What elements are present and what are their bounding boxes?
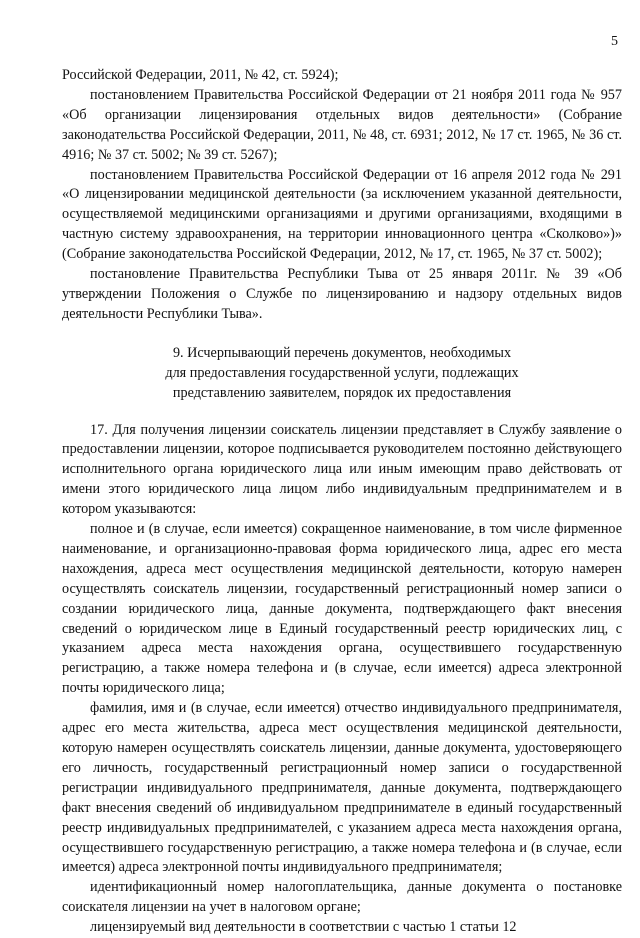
section-heading <box>62 344 622 404</box>
paragraph-decree-291: постановлением Правительства Российской Федерации от 16 апреля 2012 года № 291 «О лицензировании медицинской деятельности (за исключением указанной деятельности, осуществляемой медицинскими организациями и другими организациями, входящими в частную систему здравоохранения, на территории инновационного центра «Сколково»)» (Собрание законодательства Российской Федерации, 2012, № 17, ст. 1965, № 37 ст. 5002); <box>62 166 622 263</box>
paragraph-legal-entity: полное и (в случае, если имеется) сокращенное наименование, в том числе фирменное наименование, и организационно-правовая форма юридического лица, адрес его места нахождения, адреса мест осуществления медицинской деятельности, которую намерен осуществлять соискатель лицензии, государственный регистрационный номер записи о создании юридического лица, данные документа, подтверждающего факт внесения сведений о юридическом лице в Единый государственный реестр юридических лиц, с указанием адреса места нахождения органа, осуществившего государственную регистрацию, а также номера телефона и (в случае, если имеется) адреса электронной почты юридического лица; <box>62 521 622 697</box>
paragraph-individual: фамилия, имя и (в случае, если имеется) отчество индивидуального предпринимателя, адрес его места жительства, адреса мест осуществления медицинской деятельности, которую намерен осуществлять соискатель лицензии, данные документа, удостоверяющего его личность, государственный регистрационный номер записи о государственной регистрации индивидуального предпринимателя, данные документа, подтверждающего факт внесения сведений об индивидуальном предпринимателе в единый государственный реестр индивидуальных предпринимателей, с указанием адреса места нахождения органа, осуществившего государственную регистрацию, а также номера телефона и (в случае, если имеется) адреса электронной почты индивидуального предпринимателя; <box>62 700 622 876</box>
section-heading-line-1: 9. Исчерпывающий перечень документов, необходимых <box>172 344 512 361</box>
paragraph-continuation: Российской Федерации, 2011, № 42, ст. 5924); <box>62 67 339 83</box>
page-number: 5 <box>611 34 618 49</box>
paragraph-decree-957: постановлением Правительства Российской Федерации от 21 ноября 2011 года № 957 «Об организации лицензирования отдельных видов деятельности» (Собрание законодательства Российской Федерации, 2011, № 48, ст. 6931; 2012, № 17 ст. 1965, № 36 ст. 4916; № 37 ст. 5002; № 39 ст. 5267); <box>62 86 622 163</box>
document-body <box>62 66 622 938</box>
paragraph-decree-tyva: постановление Правительства Республики Тыва от 25 января 2011г. № 39 «Об утверждении Положения о Службе по лицензированию и надзору отдельных видов деятельности Республики Тыва». <box>62 266 622 322</box>
paragraph-tax-id: идентификационный номер налогоплательщика, данные документа о постановке соискателя лицензии на учет в налоговом органе; <box>62 879 622 916</box>
paragraph-item-17: 17. Для получения лицензии соискатель лицензии представляет в Службу заявление о предоставлении лицензии, которое подписывается руководителем постоянно действующего исполнительного органа юридического лица или иным имеющим право действовать от имени этого юридического лица лицом либо индивидуальным предпринимателем и в котором указываются: <box>62 421 622 518</box>
paragraph-activity-type: лицензируемый вид деятельности в соответствии с частью 1 статьи 12 <box>90 919 517 936</box>
section-heading-line-3: представлению заявителем, порядок их предоставления <box>172 384 512 401</box>
section-heading-line-2: для предоставления государственной услуги, подлежащих <box>165 364 519 381</box>
